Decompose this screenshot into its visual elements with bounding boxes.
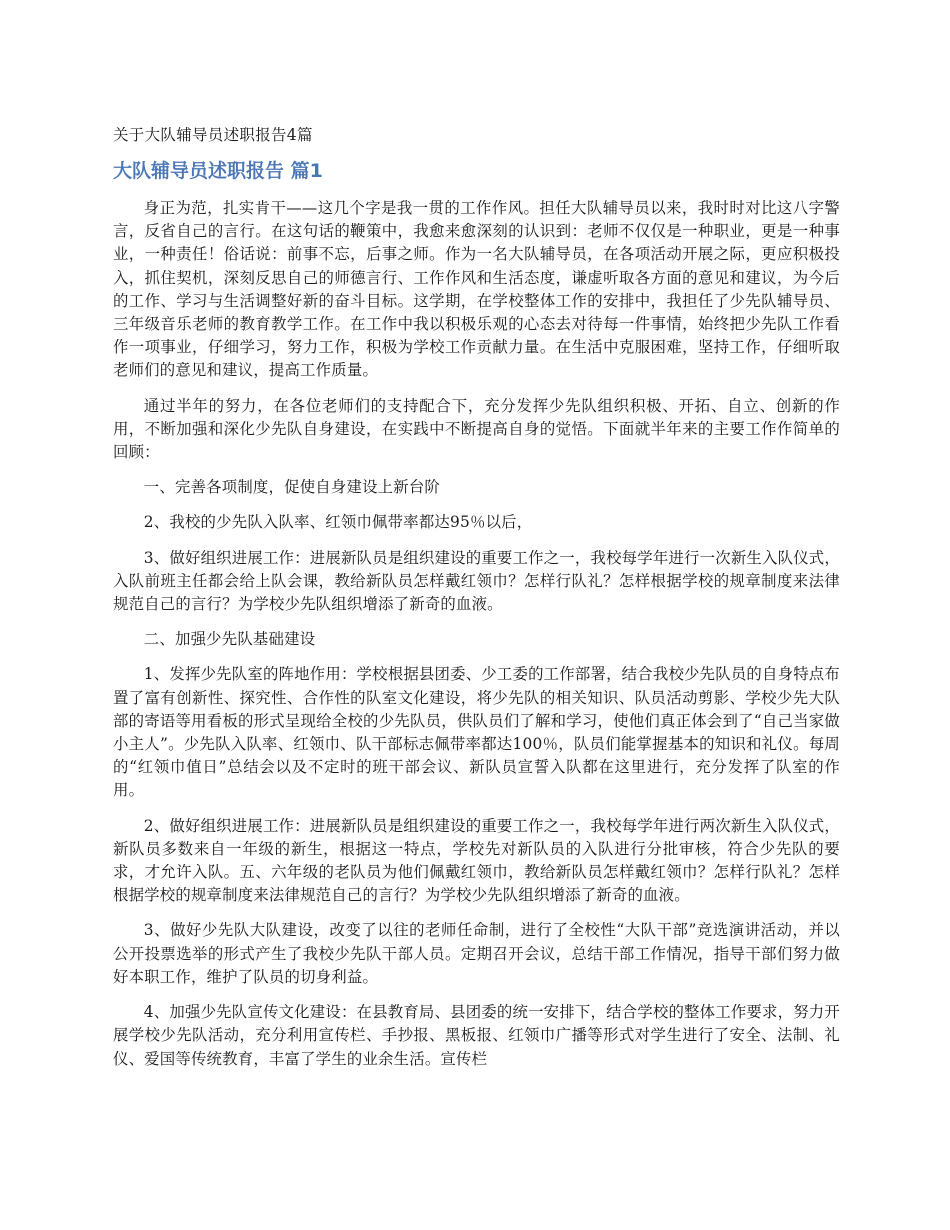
paragraph-10: 4、加强少先队宣传文化建设：在县教育局、县团委的统一安排下，结合学校的整体工作要求，努力开展学校少先队活动，充分利用宣传栏、手抄报、黑板报、红领巾广播等形式对学生进行了安全、法制、礼仪、爱国等传统教育，丰富了学生的业余生活。宣传栏	[113, 1003, 840, 1068]
paragraph-6: 二、加强少先队基础建设	[143, 630, 316, 649]
paragraph-7: 1、发挥少先队室的阵地作用：学校根据县团委、少工委的工作部署，结合我校少先队员的自身特点布置了富有创新性、探究性、合作性的队室文化建设，将少先队的相关知识、队员活动剪影、学校少先大队部的寄语等用看板的形式呈现给全校的少先队员，供队员们了解和学习，使他们真正体会到了“自己当家做小主人”。少先队入队率、红领巾、队干部标志佩带率都达100％，队员们能掌握基本的知识和礼仪。每周的“红领巾值日”总结会以及不定时的班干部会议、新队员宣誓入队都在这里进行，充分发挥了队室的作用。	[113, 665, 840, 800]
paragraph-9: 3、做好少先队大队建设，改变了以往的老师任命制，进行了全校性“大队干部”竞选演讲活动，并以公开投票选举的形式产生了我校少先队干部人员。定期召开会议，总结干部工作情况，指导干部们努力做好本职工作，维护了队员的切身利益。	[113, 921, 840, 986]
paragraph-3: 一、完善各项制度，促使自身建设上新台阶	[143, 478, 441, 497]
paragraph-1: 身正为范，扎实肯干——这几个字是我一贯的工作作风。担任大队辅导员以来，我时时对比这八字警言，反省自己的言行。在这句话的鞭策中，我愈来愈深刻的认识到：老师不仅仅是一种职业，更是一种事业，一种责任！俗话说：前事不忘，后事之师。作为一名大队辅导员，在各项活动开展之际，更应积极投入，抓住契机，深刻反思自己的师德言行、工作作风和生活态度，谦虚听取各方面的意见和建议，为今后的工作、学习与生活调整好新的奋斗目标。这学期，在学校整体工作的安排中，我担任了少先队辅导员、三年级音乐老师的教育教学工作。在工作中我以积极乐观的心态去对待每一件事情，始终把少先队工作看作一项事业，仔细学习，努力工作，积极为学校工作贡献力量。在生活中克服困难，坚持工作，仔细听取老师们的意见和建议，提高工作质量。	[113, 199, 840, 380]
document-title: 关于大队辅导员述职报告4篇	[113, 126, 313, 144]
section-heading: 大队辅导员述职报告 篇1	[113, 160, 323, 182]
document-page	[113, 124, 840, 1083]
paragraph-5: 3、做好组织进展工作：进展新队员是组织建设的重要工作之一，我校每学年进行一次新生入队仪式，入队前班主任都会给上队会课，教给新队员怎样戴红领巾？怎样行队礼？怎样根据学校的规章制度来法律规范自己的言行？为学校少先队组织增添了新奇的血液。	[113, 548, 840, 614]
paragraph-8: 2、做好组织进展工作：进展新队员是组织建设的重要工作之一，我校每学年进行两次新生入队仪式，新队员多数来自一年级的新生，根据这一特点，学校先对新队员的入队进行分批审核，符合少先队的要求，才允许入队。五、六年级的老队员为他们佩戴红领巾，教给新队员怎样戴红领巾？怎样行队礼？怎样根据学校的规章制度来法律规范自己的言行？为学校少先队组织增添了新奇的血液。	[113, 816, 840, 905]
paragraph-4: 2、我校的少先队入队率、红领巾佩带率都达95％以后，	[143, 513, 533, 532]
paragraph-2: 通过半年的努力，在各位老师们的支持配合下，充分发挥少先队组织积极、开拓、自立、创新的作用，不断加强和深化少先队自身建设，在实践中不断提高自身的觉悟。下面就半年来的主要工作作简单的回顾：	[113, 396, 840, 462]
